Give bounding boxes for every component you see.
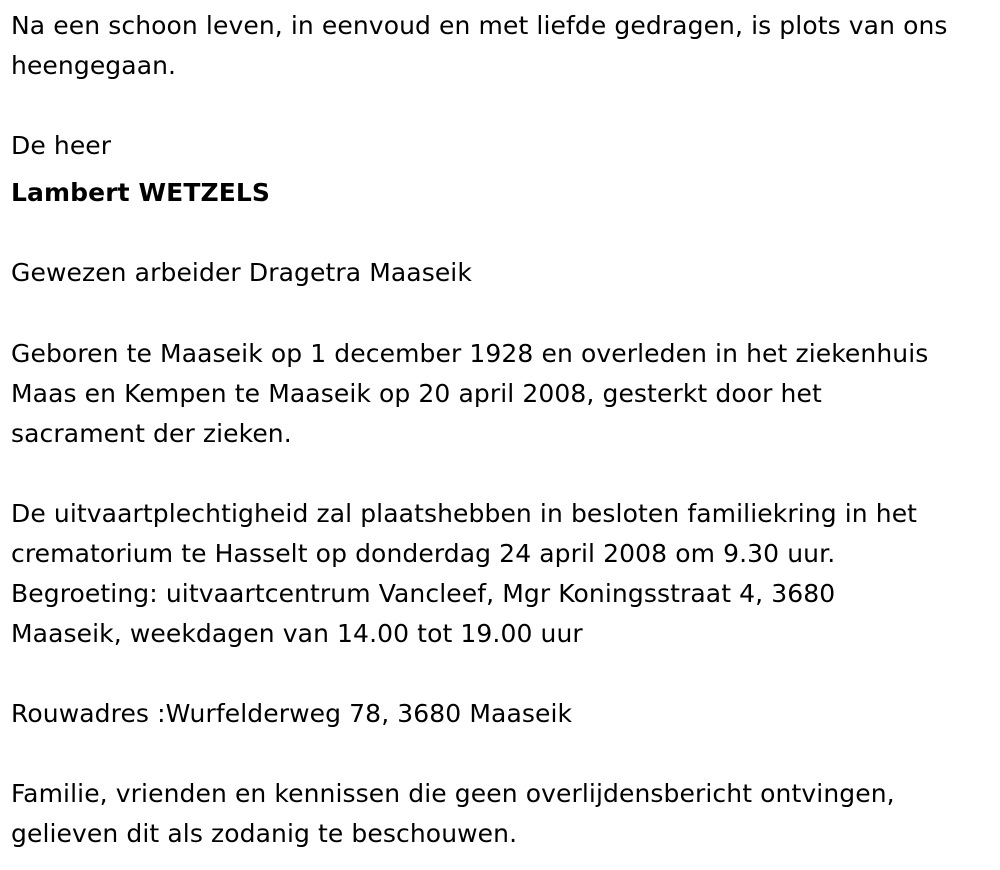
funeral-line-2: crematorium te Hasselt op donderdag 24 april 2008 om 9.30 uur. <box>11 539 836 568</box>
birth-death-line-3: sacrament der zieken. <box>11 419 292 448</box>
deceased-name: Lambert WETZELS <box>11 178 271 207</box>
closing-line-1: Familie, vrienden en kennissen die geen overlijdensbericht ontvingen, <box>11 779 895 808</box>
mourning-address: Rouwadres :Wurfelderweg 78, 3680 Maaseik <box>11 699 573 728</box>
birth-death-line-1: Geboren te Maaseik op 1 december 1928 en overleden in het ziekenhuis <box>11 339 929 368</box>
funeral-line-1: De uitvaartplechtigheid zal plaatshebben in besloten familiekring in het <box>11 499 918 528</box>
intro-line-2: heengegaan. <box>11 51 177 80</box>
funeral-line-4: Maaseik, weekdagen van 14.00 tot 19.00 uur <box>11 619 583 648</box>
funeral-line-3: Begroeting: uitvaartcentrum Vancleef, Mgr Koningsstraat 4, 3680 <box>11 579 836 608</box>
closing-line-2: gelieven dit als zodanig te beschouwen. <box>11 819 518 848</box>
occupation: Gewezen arbeider Dragetra Maaseik <box>11 258 472 287</box>
intro-line-1: Na een schoon leven, in eenvoud en met liefde gedragen, is plots van ons <box>11 11 948 40</box>
salutation: De heer <box>11 131 112 160</box>
birth-death-line-2: Maas en Kempen te Maaseik op 20 april 2008, gesterkt door het <box>11 379 822 408</box>
